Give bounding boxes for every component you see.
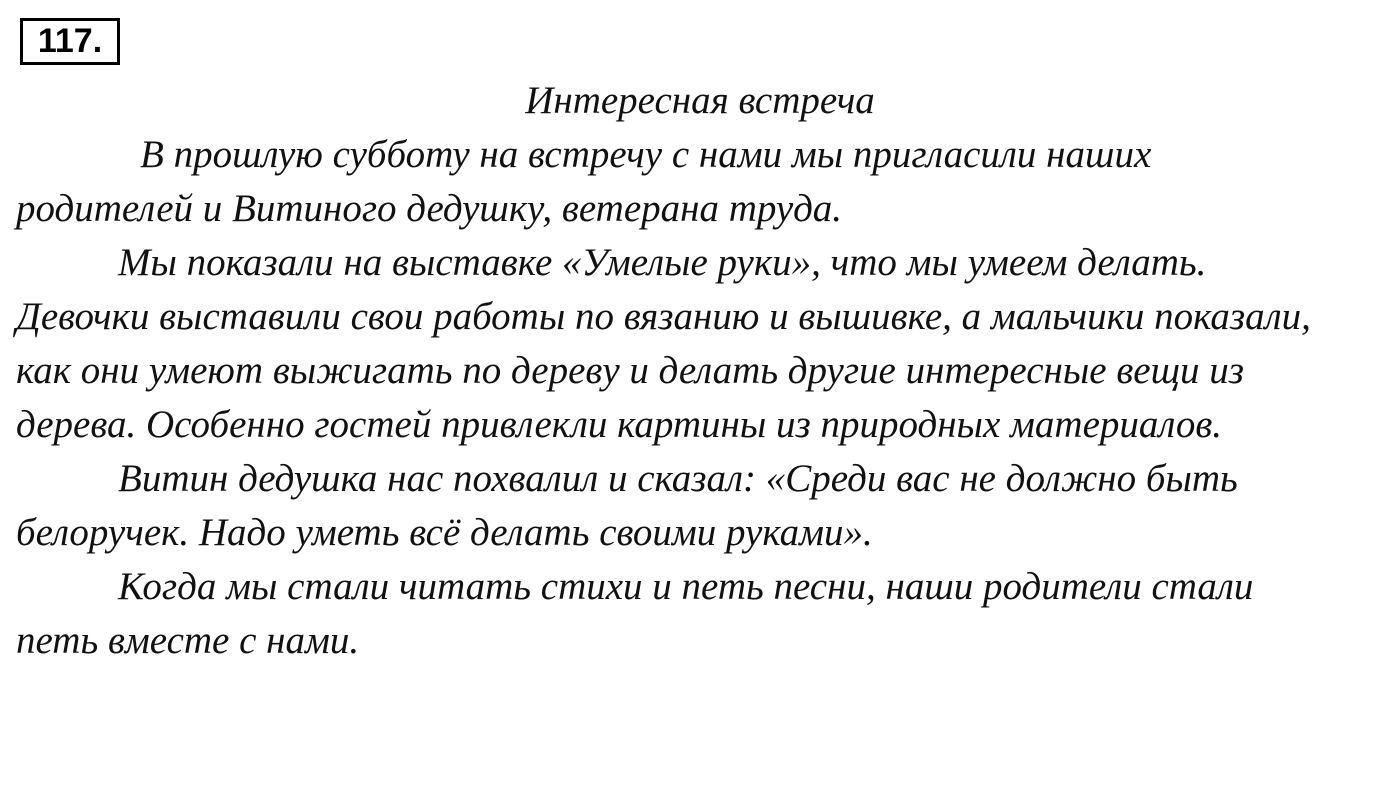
text-line: как они умеют выжигать по дереву и делать другие интересные вещи из [16,349,1245,392]
text-line: родителей и Витиного дедушку, ветерана труда. [16,187,843,230]
text-line: Когда мы стали читать стихи и петь песни, наши родители стали [118,565,1254,608]
text-line: Витин дедушка нас похвалил и сказал: «Среди вас не должно быть [118,457,1238,500]
text-line: В прошлую субботу на встречу с нами мы пригласили наших [140,133,1152,176]
text-line: дерева. Особенно гостей привлекли картины из природных материалов. [16,403,1223,446]
story-title: Интересная встреча [525,79,875,122]
text-line: петь вместе с нами. [16,619,360,662]
exercise-number: 117. [20,18,120,65]
text-line: Мы показали на выставке «Умелые руки», что мы умеем делать. [118,241,1207,284]
text-line: белоручек. Надо уметь всё делать своими руками». [16,511,873,554]
text-line: Девочки выставили свои работы по вязанию и вышивке, а мальчики показали, [16,295,1311,338]
